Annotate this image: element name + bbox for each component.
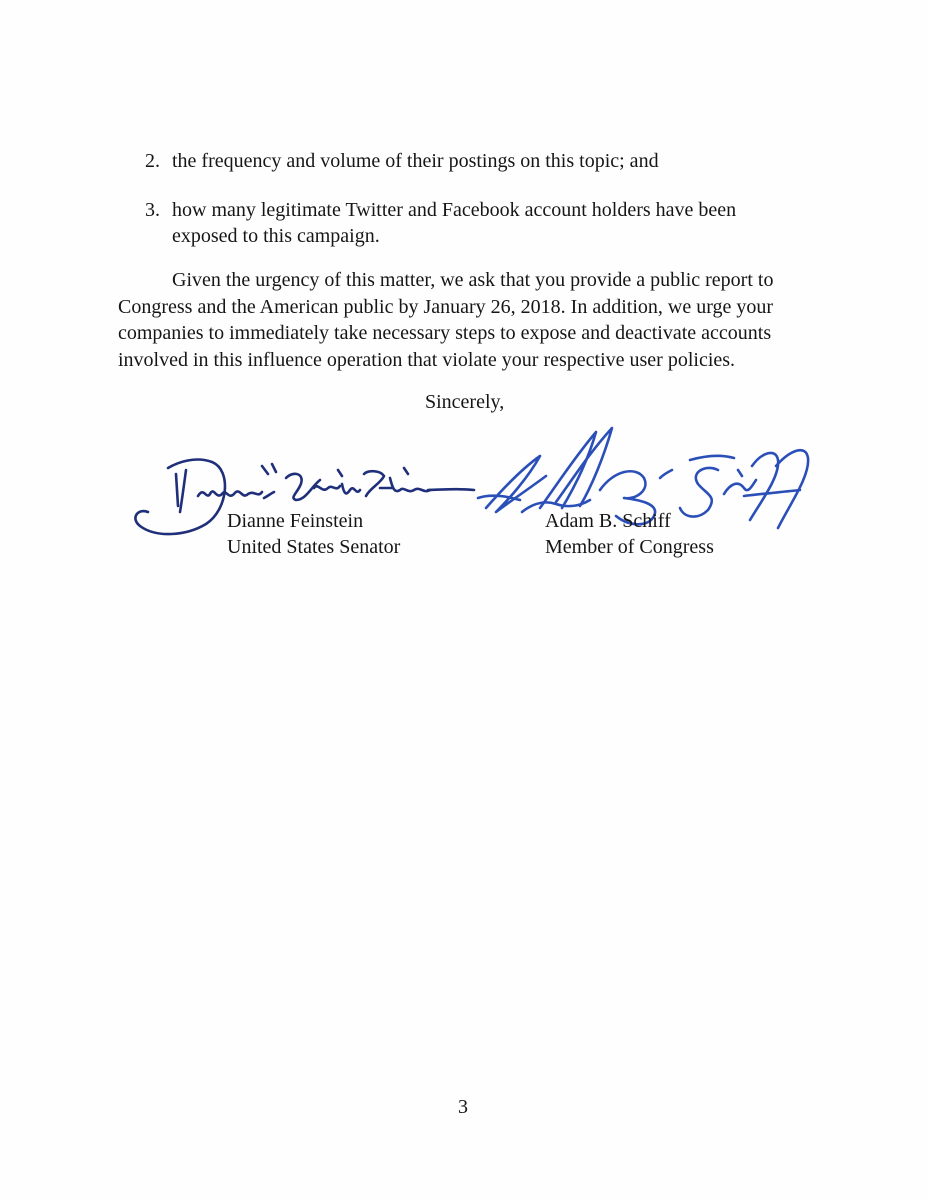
list-item-number: 3. [145, 199, 160, 221]
signatory-title: United States Senator [227, 536, 401, 558]
list-item-text: the frequency and volume of their postings on this topic; and [172, 150, 659, 172]
signatory-name: Dianne Feinstein [227, 510, 364, 532]
list-item-number: 2. [145, 150, 160, 172]
list-item [145, 148, 825, 176]
signatory-name: Adam B. Schiff [545, 510, 671, 532]
signatory-schiff [545, 508, 714, 560]
closing-salutation: Sincerely, [425, 391, 505, 413]
body-paragraph: Given the urgency of this matter, we ask that you provide a public report to Congress and the American public by January 26, 2018. In addition, we urge your companies to immediately take necessary steps to expose and deactivate accounts involved in this influence operation that violate your respective user policies. [118, 269, 774, 371]
signatory-feinstein [227, 508, 400, 560]
list-item-text: how many legitimate Twitter and Facebook account holders have been exposed to this campaign. [172, 199, 737, 247]
list-item [145, 197, 825, 253]
signatory-title: Member of Congress [545, 536, 714, 558]
page-number: 3 [458, 1096, 468, 1118]
